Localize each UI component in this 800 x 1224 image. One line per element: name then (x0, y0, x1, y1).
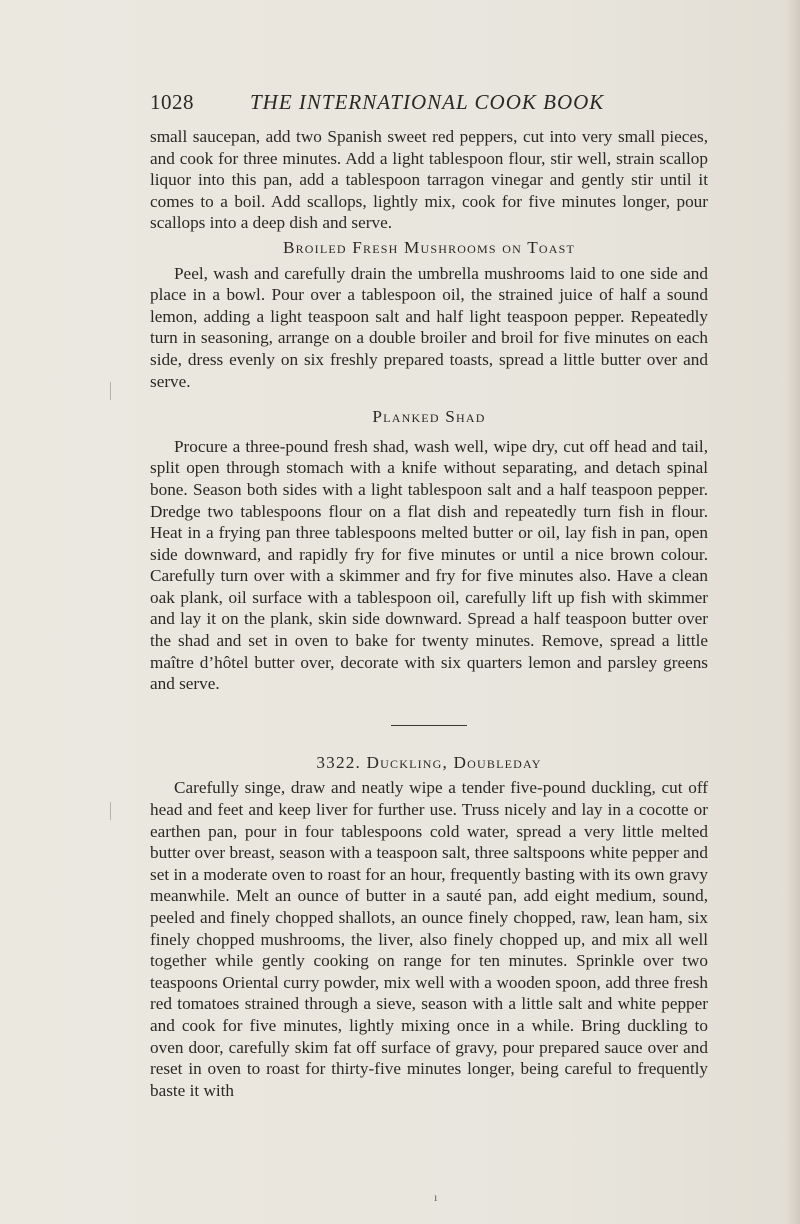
page-number: 1028 (150, 90, 194, 114)
recipe-text-broiled-mushrooms: Peel, wash and carefully drain the umbrella mushrooms laid to one side and place in a bowl. Pour over a tablespoon oil, the strained juice of half a sound lemon, adding a light teaspoon salt and half light teaspoon pepper. Repeatedly turn in seasoning, arrange on a double broiler and broil for five minutes on each side, dress evenly on six freshly prepared toasts, spread a little butter over and serve. (150, 263, 708, 391)
running-title: THE INTERNATIONAL COOK BOOK (250, 90, 605, 114)
section-divider (391, 725, 467, 726)
page-body (150, 126, 708, 1101)
page-header (150, 90, 710, 120)
recipe-number: 3322. (316, 752, 362, 772)
recipe-title-planked-shad: Planked Shad (372, 407, 486, 427)
page-edge-shadow (786, 0, 800, 1224)
recipe-title-duckling: Duckling, Doubleday (366, 752, 542, 772)
recipe-heading-duckling (150, 752, 708, 774)
recipe-title-broiled-mushrooms: Broiled Fresh Mushrooms on Toast (282, 237, 576, 257)
footer-mark: ı (434, 1190, 438, 1204)
recipe-text-duckling: Carefully singe, draw and neatly wipe a tender five-pound duckling, cut off head and feet and keep liver for further use. Truss nicely and lay in a cocotte or earthen pan, pour in four tablespoons cold water, spread a very little melted butter over breast, season with a teaspoon salt, three saltspoons white pepper and set in a moderate oven to roast for an hour, frequently basting with its own gravy meanwhile. Melt an ounce of butter in a sauté pan, add eight medium, sound, peeled and finely chopped shallots, an ounce finely chopped, raw, lean ham, six finely chopped mushrooms, the liver, also finely chopped up, and mix all well together while gently cooking on range for ten minutes. Sprinkle over two teaspoons Oriental curry powder, mix well with a wooden spoon, add three fresh red tomatoes strained through a sieve, season with a little salt and white pepper and cook for five minutes, lightly mixing once in a while. Bring duckling to oven door, carefully skim fat off surface of gravy, pour prepared sauce over and reset in oven to roast for thirty-five minutes longer, being careful to frequently baste it with (150, 778, 708, 1100)
continuation-paragraph: small saucepan, add two Spanish sweet red peppers, cut into very small pieces, and cook for three minutes. Add a light tablespoon flour, stir well, strain scallop liquor into this pan, add a tablespoon tarragon vinegar and gently stir until it comes to a boil. Add scallops, lightly mix, cook for five minutes longer, pour scallops into a deep dish and serve. (150, 127, 708, 233)
recipe-text-planked-shad: Procure a three-pound fresh shad, wash well, wipe dry, cut off head and tail, split open through stomach with a knife without separating, and detach spinal bone. Season both sides with a light tablespoon salt and a half teaspoon pepper. Dredge two tablespoons flour on a flat dish and repeatedly turn fish in flour. Heat in a frying pan three tablespoons melted butter or oil, lay fish in pan, open side downward, and rapidly fry for five minutes or until a nice brown colour. Carefully turn over with a skimmer and fry for five minutes also. Have a clean oak plank, oil surface with a tablespoon oil, carefully lift up fish with skimmer and lay it on the plank, skin side downward. Spread a half teaspoon butter over the shad and set in oven to bake for twenty minutes. Remove, spread a little maître d’hôtel butter over, decorate with six quarters lemon and parsley greens and serve. (150, 436, 708, 694)
margin-mark (110, 802, 111, 820)
margin-mark (110, 382, 111, 400)
